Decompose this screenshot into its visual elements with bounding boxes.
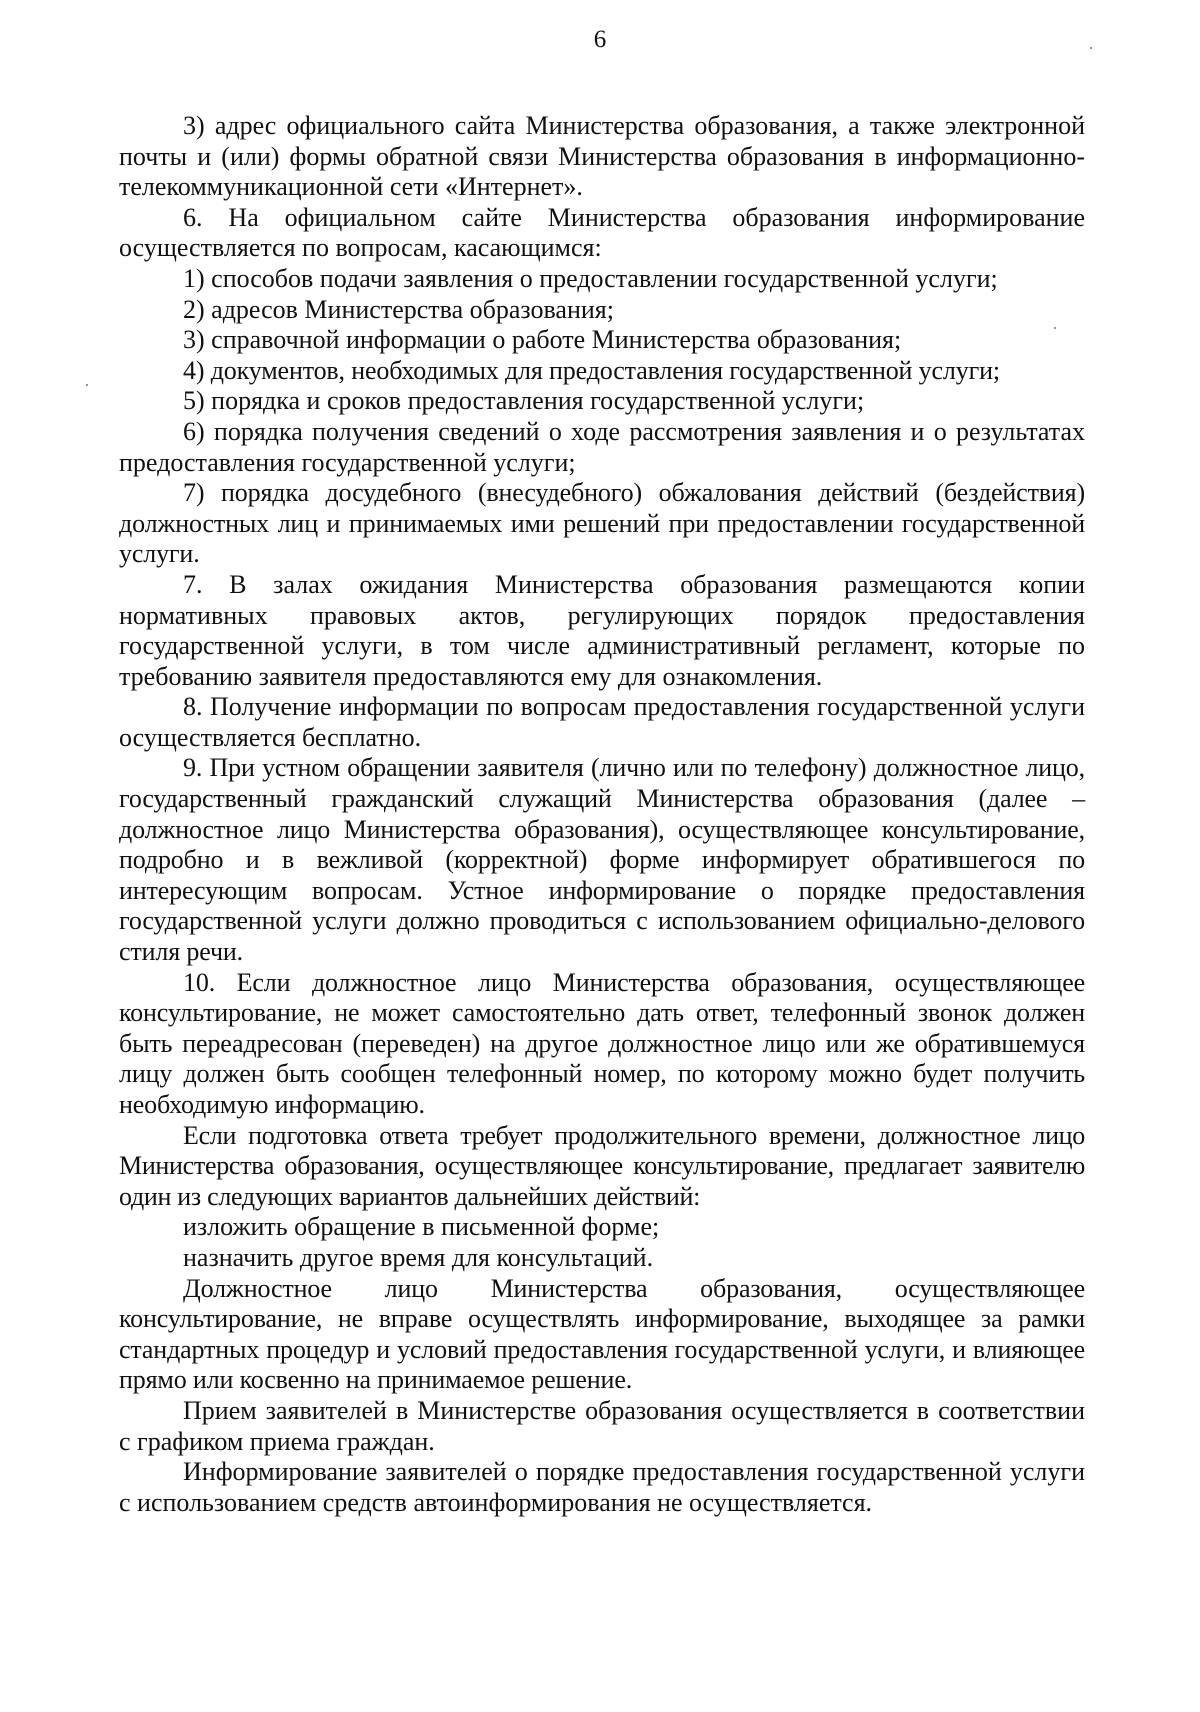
option-written-form: изложить обращение в письменной форме; (183, 1212, 660, 1242)
list-item-6-progress-info: 6) порядка получения сведений о ходе рассмотрения заявления и о результатах предоставления государственной услуги; (119, 416, 1085, 477)
list-item-2-addresses: 2) адресов Министерства образования; (183, 294, 614, 324)
scan-speck (86, 384, 88, 386)
paragraph-restriction: Должностное лицо Министерства образования, осуществляющее консультирование, не вправе осуществлять информирование, выходящее за рамки стандартных процедур и условий предоставления государственной услуги, и влияющее прямо или косвенно на принимаемое решение. (119, 1273, 1085, 1395)
paragraph-section-8: 8. Получение информации по вопросам предоставления государственной услуги осуществляется бесплатно. (119, 692, 1085, 752)
list-item-7-appeal-procedure: 7) порядка досудебного (внесудебного) обжалования действий (бездействия) должностных лиц и принимаемых ими решений при предоставлении государственной услуги. (119, 478, 1085, 569)
page-number: 6 (593, 26, 607, 53)
paragraph-reception-schedule: Прием заявителей в Министерстве образования осуществляется в соответствии с графиком приема граждан. (119, 1395, 1085, 1456)
paragraph-section-6: 6. На официальном сайте Министерства образования информирование осуществляется по вопросам, касающимся: (119, 202, 1085, 263)
paragraph-section-10: 10. Если должностное лицо Министерства образования, осуществляющее консультирование, не может самостоятельно дать ответ, телефонный звонок должен быть переадресован (переведен) на другое должностное лицо или же обратившемуся лицу должен быть сообщен телефонный номер, по которому можно будет получить необходимую информацию. (119, 967, 1085, 1119)
paragraph-section-9: 9. При устном обращении заявителя (лично или по телефону) должностное лицо, государственный гражданский служащий Министерства образования (далее – должностное лицо Министерства образования), осуществляющее консультирование, подробно и в вежливой (корректной) форме информирует обратившегося по интересующим вопросам. Устное информирование о порядке предоставления государственной услуги должно проводиться с использованием официально-делового стиля речи. (119, 753, 1085, 967)
paragraph-auto-informing: Информирование заявителей о порядке предоставления государственной услуги с использованием средств автоинформирования не осуществляется. (119, 1457, 1085, 1517)
list-item-4-documents: 4) документов, необходимых для предоставления государственной услуги; (183, 355, 1000, 385)
list-item-5-procedure-terms: 5) порядка и сроков предоставления государственной услуги; (183, 386, 865, 416)
paragraph-long-answer: Если подготовка ответа требует продолжительного времени, должностное лицо Министерства образования, осуществляющее консультирование, предлагает заявителю один из следующих вариантов дальнейших действий: (119, 1120, 1085, 1211)
scan-speck (1054, 327, 1056, 329)
document-body (119, 111, 1085, 1518)
list-item-3-reference-info: 3) справочной информации о работе Министерства образования; (183, 325, 902, 355)
paragraph-item-3-official-site: 3) адрес официального сайта Министерства образования, а также электронной почты и (или) формы обратной связи Министерства образования в информационно-телекоммуникационной сети «Интернет». (119, 111, 1085, 202)
list-item-1-submission-methods: 1) способов подачи заявления о предоставлении государственной услуги; (183, 263, 998, 293)
scan-speck (1090, 47, 1092, 49)
paragraph-section-7: 7. В залах ожидания Министерства образования размещаются копии нормативных правовых актов, регулирующих порядок предоставления государственной услуги, в том числе административный регламент, которые по требованию заявителя предоставляются ему для ознакомления. (119, 569, 1085, 691)
option-other-time: назначить другое время для консультаций. (183, 1242, 654, 1272)
